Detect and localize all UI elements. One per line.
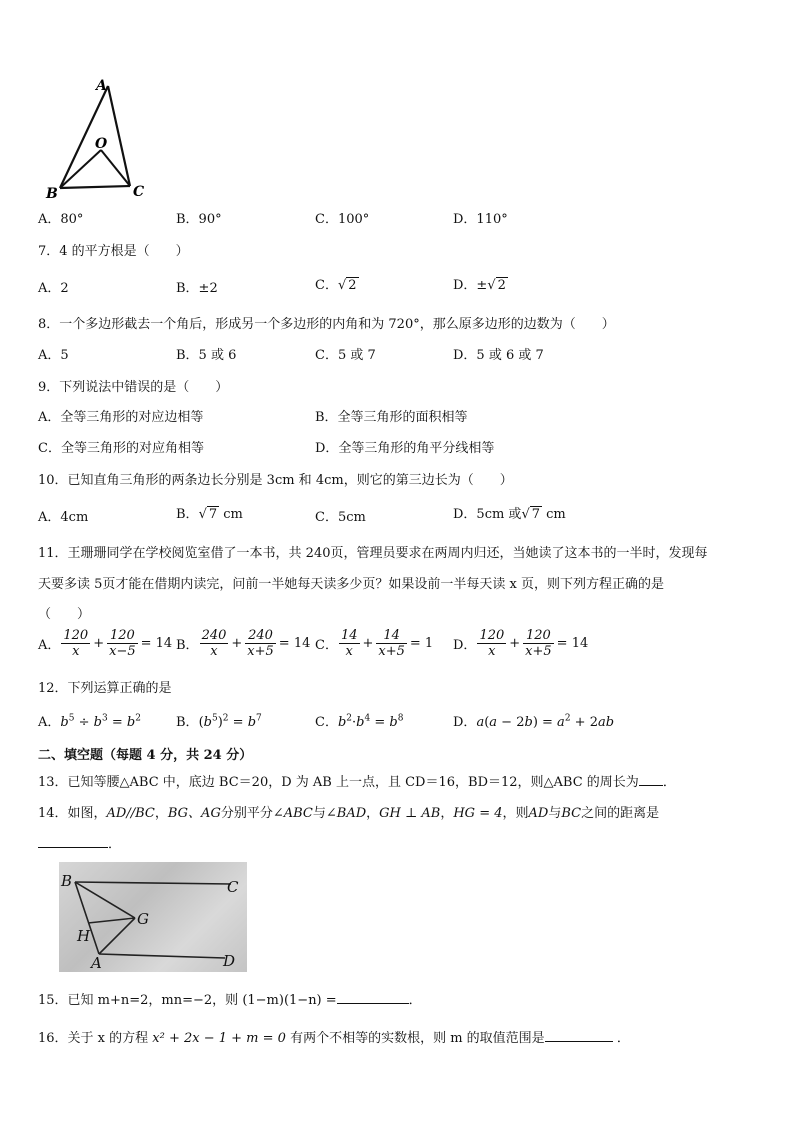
q7-option-a: A．2 (38, 281, 69, 296)
q12-option-a: A．$b^5 \div b^3 = b^2$ (38, 713, 141, 730)
q11-option-c: C． $\frac{14}{x}$ + $\frac{14}{x+5}$ = 1 (315, 628, 434, 659)
q7-option-b: B．±2 (176, 281, 218, 296)
label-a2: A (91, 954, 102, 972)
label-o: O (95, 136, 108, 152)
q12-option-b: B．$(b^5)^2 = b^7$ (176, 713, 262, 730)
q13-text: 13．已知等腰△ABC 中，底边 BC＝20，D 为 AB 上一点，且 CD＝16，BD＝12，则△ABC 的周长为 ． (38, 775, 676, 790)
q8-option-d: D．5 或 6 或 7 (453, 348, 544, 363)
q15-answer-blank[interactable] (337, 991, 409, 1004)
q9-option-b: B．全等三角形的面积相等 (315, 410, 468, 425)
q11-line-1: 11．王珊珊同学在学校阅览室借了一本书，共 240页，管理员要求在两周内归还，当她读了这本书的一半时，发现每 (38, 546, 708, 561)
q6-option-d: D．110° (453, 212, 508, 227)
q16-answer-blank[interactable] (545, 1029, 613, 1042)
q10-option-a: A．4cm (38, 510, 89, 525)
q7-option-d: D．±√ 2 (453, 278, 506, 293)
q8-stem: 8．一个多边形截去一个角后，形成另一个多边形的内角和为 720°，那么原多边形的边数为（ ） (38, 317, 615, 332)
q14-answer-blank[interactable] (38, 835, 108, 848)
triangle-abc-figure (38, 76, 158, 200)
q15-text: 15．已知 m+n=2，mn=−2，则 (1−m)(1−n) = ． (38, 993, 422, 1008)
label-c: C (133, 184, 145, 200)
q11-option-d: D． $\frac{120}{x}$ + $\frac{120}{x+5}$ = 14 (453, 628, 589, 659)
q9-option-d: D．全等三角形的角平分线相等 (315, 441, 495, 456)
q10-option-d: D．5cm 或√ 7 cm (453, 507, 566, 522)
q9-option-a: A．全等三角形的对应边相等 (38, 410, 204, 425)
q6-option-c: C．100° (315, 212, 370, 227)
q8-option-a: A．5 (38, 348, 69, 363)
label-b: B (46, 186, 58, 200)
label-d: D (223, 952, 236, 970)
q14-answer-line: ． (38, 833, 121, 852)
q16-text: 16．关于 x 的方程 x² + 2x − 1 + m = 0 有两个不相等的实数根，则 m 的取值范围是 ． (38, 1031, 630, 1046)
q12-option-c: C．$b^2\cdot b^4 = b^8$ (315, 713, 404, 730)
label-a: A (96, 78, 107, 94)
q12-option-d: D．$a(a - 2b) = a^2 + 2ab$ (453, 713, 615, 730)
q12-stem: 12．下列运算正确的是 (38, 681, 172, 696)
q9-stem: 9．下列说法中错误的是（ ） (38, 380, 229, 395)
q6-option-b: B．90° (176, 212, 222, 227)
q10-option-c: C．5cm (315, 510, 366, 525)
q6-option-a: A．80° (38, 212, 84, 227)
section-2-title: 二、填空题（每题 4 分，共 24 分） (38, 748, 253, 763)
q7-stem: 7．4 的平方根是（ ） (38, 244, 189, 259)
q11-option-a: A． $\frac{120}{x}$ + $\frac{120}{x-5}$ = 14 (38, 628, 173, 659)
q10-option-b: B．√ 7 cm (176, 507, 243, 522)
parallel-lines-figure (59, 862, 247, 972)
q8-option-c: C．5 或 7 (315, 348, 376, 363)
label-h: H (77, 927, 91, 945)
label-b2: B (61, 872, 73, 890)
q14-text: 14．如图，AD//BC，BG、AG分别平分∠ABC与∠BAD，GH ⊥ AB，HG = 4，则AD与BC之间的距离是 (38, 806, 660, 821)
q11-option-b: B． $\frac{240}{x}$ + $\frac{240}{x+5}$ = 14 (176, 628, 311, 659)
q11-line-2: 天要多读 5页才能在借期内读完，问前一半她每天读多少页？如果设前一半每天读 x 页，则下列方程正确的是 (38, 577, 665, 592)
q9-option-c: C．全等三角形的对应角相等 (38, 441, 204, 456)
q8-option-b: B．5 或 6 (176, 348, 237, 363)
label-c2: C (227, 878, 239, 896)
q11-line-3: （ ） (38, 607, 91, 622)
q10-stem: 10．已知直角三角形的两条边长分别是 3cm 和 4cm，则它的第三边长为（ ） (38, 473, 513, 488)
q13-answer-blank[interactable] (639, 773, 663, 786)
q7-option-c: C．√ 2 (315, 278, 357, 293)
label-g: G (137, 910, 149, 928)
